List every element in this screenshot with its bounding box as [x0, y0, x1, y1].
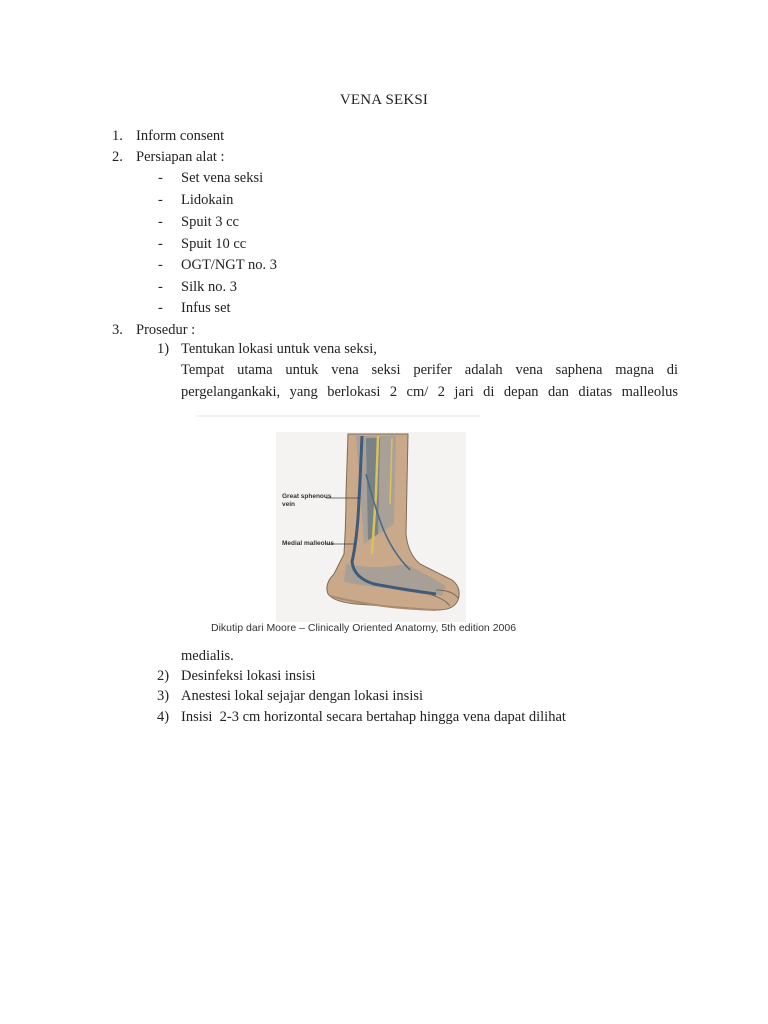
- step-number: 4): [157, 709, 170, 725]
- bullet-dash: -: [158, 192, 163, 208]
- paragraph-line: pergelangankaki, yang berlokasi 2 cm/ 2 jari di depan dan diatas malleolus: [181, 383, 678, 400]
- bullet-dash: -: [158, 170, 163, 186]
- list-number: 2.: [112, 149, 123, 165]
- list-number: 1.: [112, 128, 123, 144]
- tool-item: Silk no. 3: [181, 279, 237, 295]
- tool-item: Spuit 3 cc: [181, 214, 239, 230]
- tool-item: Set vena seksi: [181, 170, 264, 186]
- list-number: 3.: [112, 322, 123, 338]
- tool-item: Spuit 10 cc: [181, 236, 247, 252]
- list-item-persiapan-alat: Persiapan alat :: [136, 149, 225, 165]
- foot-anatomy-illustration: [196, 414, 542, 640]
- tool-item: Lidokain: [181, 192, 234, 208]
- step-text: Tentukan lokasi untuk vena seksi,: [181, 341, 377, 357]
- paragraph-line: Tempat utama untuk vena seksi perifer adalah vena saphena magna di: [181, 362, 678, 378]
- step1-paragraph: [181, 360, 678, 403]
- step-text: Desinfeksi lokasi insisi: [181, 668, 316, 684]
- bullet-dash: -: [158, 279, 163, 295]
- figure-label-vein: Great sphenous: [282, 493, 332, 500]
- step-text: Insisi 2-3 cm horizontal secara bertahap hingga vena dapat dilihat: [181, 709, 566, 725]
- tool-item: OGT/NGT no. 3: [181, 257, 277, 273]
- bullet-dash: -: [158, 300, 163, 316]
- step-number: 1): [157, 341, 170, 357]
- list-item-inform-consent: Inform consent: [136, 128, 225, 144]
- bullet-dash: -: [158, 257, 163, 273]
- paragraph-continuation: medialis.: [181, 648, 234, 664]
- bullet-dash: -: [158, 236, 163, 252]
- step-text: Anestesi lokal sejajar dengan lokasi insisi: [181, 688, 424, 704]
- tool-item: Infus set: [181, 300, 231, 316]
- step-number: 2): [157, 668, 170, 684]
- figure-label-vein: vein: [282, 501, 296, 508]
- list-item-prosedur: Prosedur :: [136, 322, 196, 338]
- figure-caption: Dikutip dari Moore – Clinically Oriented Anatomy, 5th edition 2006: [211, 622, 517, 634]
- step-number: 3): [157, 688, 170, 704]
- bullet-dash: -: [158, 214, 163, 230]
- figure-label-malleolus: Medial malleolus: [282, 540, 335, 547]
- anatomy-figure: [196, 414, 542, 640]
- page-title: VENA SEKSI: [339, 92, 429, 108]
